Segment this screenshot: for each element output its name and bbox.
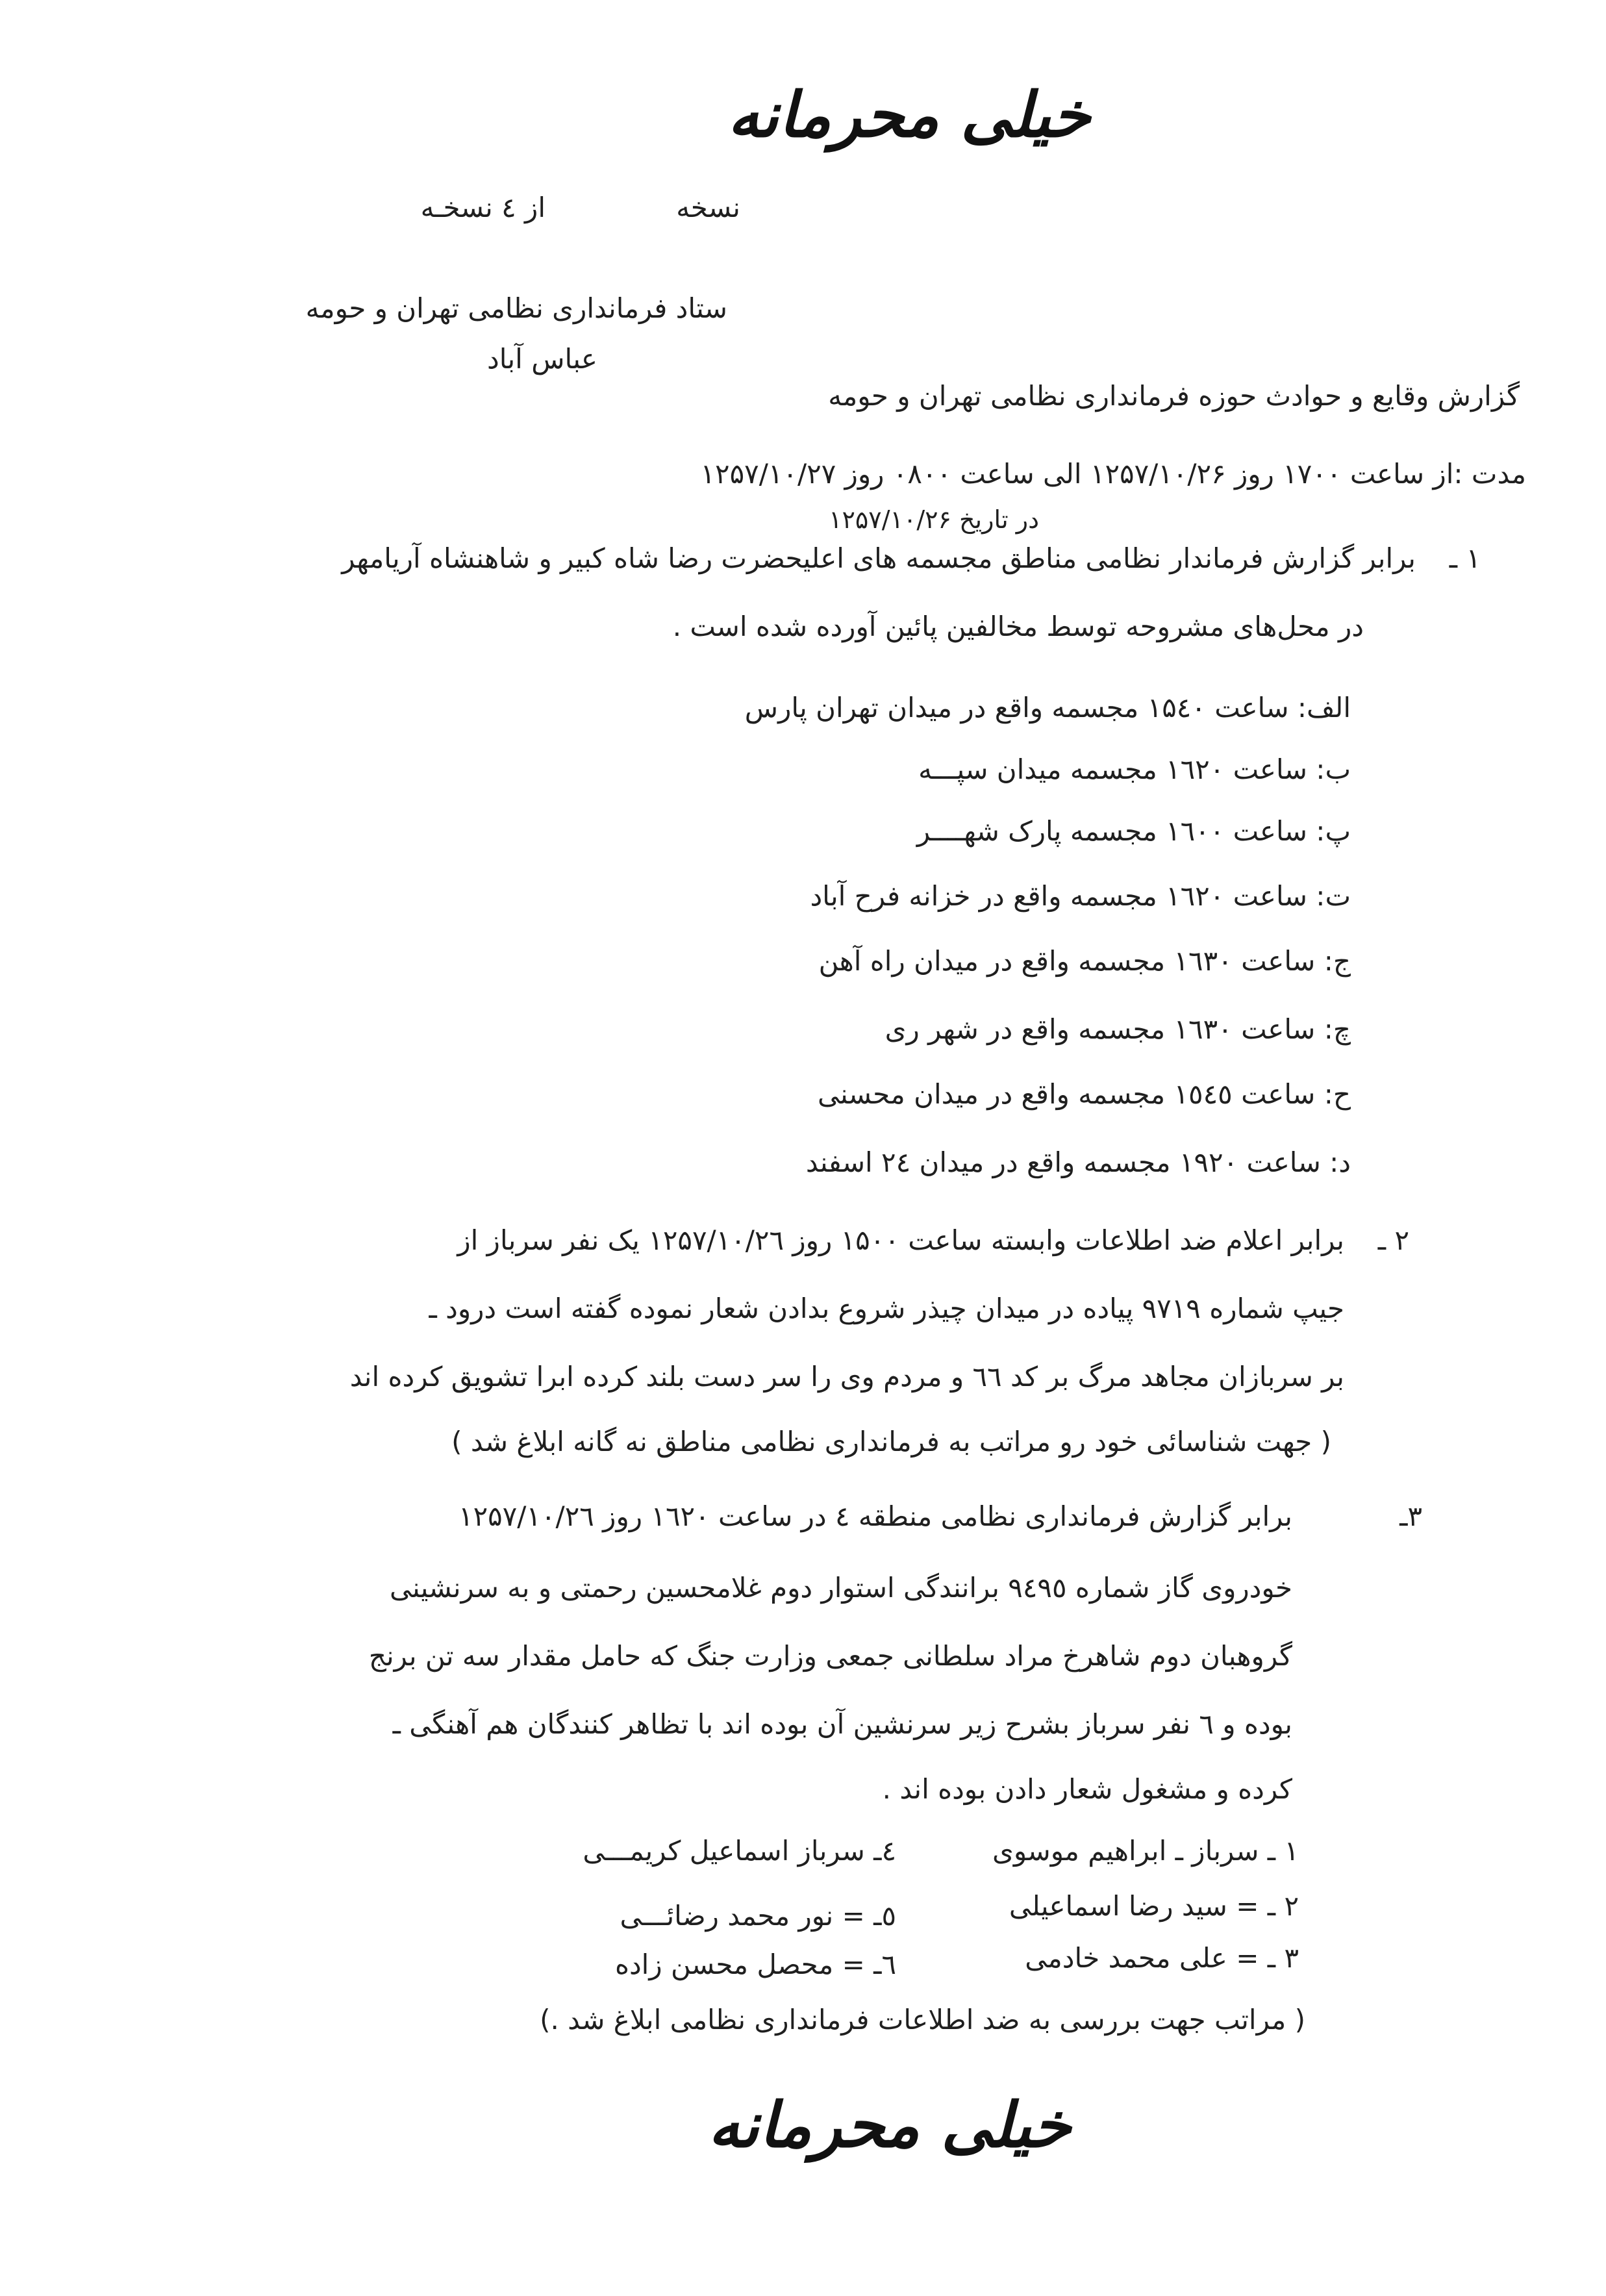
statue-item: پ: ساعت ۱٦۰۰ مجسمه پارک شهــــر xyxy=(916,815,1351,847)
statue-text: ساعت ۱٦٢۰ مجسمه میدان سپـــه xyxy=(918,753,1307,785)
soldier-number: ٤ـ xyxy=(873,1835,896,1867)
soldier-number: ۱ ـ xyxy=(1267,1835,1299,1867)
statue-item: د: ساعت ۱۹٢۰ مجسمه واقع در میدان ٢٤ اسفند xyxy=(805,1146,1351,1178)
item3-line2: خودروی گاز شماره ۹٤٩٥ برانندگی استوار دوم غلامحسین رحمتی و به سرنشینی xyxy=(390,1572,1292,1604)
item1-line2: در محل‌های مشروحه توسط مخالفین پائین آورده شده است . xyxy=(672,611,1364,642)
statue-text: ساعت ۱٥٤٥ مجسمه واقع در میدان محسنی xyxy=(818,1078,1316,1110)
soldier-item xyxy=(533,1949,896,1980)
soldier-rank: سرباز xyxy=(797,1835,865,1867)
item2-line2: جیپ شماره ۹۷۱۹ پیاده در میدان چیذر شروع بدادن شعار نموده گفته است درود ـ xyxy=(429,1293,1344,1324)
soldier-rank: سرباز ـ xyxy=(1175,1835,1259,1867)
soldier-rank: = xyxy=(1236,1942,1259,1974)
soldier-name: نور محمد رضائـــی xyxy=(620,1900,834,1932)
soldier-number: ٣ ـ xyxy=(1267,1942,1299,1974)
statue-item: ت: ساعت ۱٦٢۰ مجسمه واقع در خزانه فرح آباد xyxy=(810,880,1351,912)
statue-item: ح: ساعت ۱٥٤٥ مجسمه واقع در میدان محسنی xyxy=(818,1078,1351,1110)
classification-bottom: خیلی محرمانه xyxy=(708,2088,1072,2162)
soldier-item xyxy=(533,1900,896,1932)
statue-label: د xyxy=(1338,1146,1351,1178)
statue-text: ساعت ۱۵٤۰ مجسمه واقع در میدان تهران پارس xyxy=(744,692,1289,724)
soldier-item xyxy=(896,1890,1299,1922)
statue-label: ج xyxy=(1333,945,1351,977)
sender-line-1: ستاد فرمانداری نظامی تهران و حومه xyxy=(305,292,727,324)
item3-number: ٣ـ xyxy=(1399,1500,1422,1532)
soldier-name: اسماعیل کریمـــی xyxy=(583,1835,790,1867)
copy-prefix: نسخه xyxy=(676,192,740,223)
report-date: در تاریخ ۱۲۵۷/۱۰/۲۶ xyxy=(829,505,1039,534)
soldier-name: سید رضا اسماعیلی xyxy=(1009,1890,1227,1922)
statue-text: ساعت ۱۹٢۰ مجسمه واقع در میدان ٢٤ اسفند xyxy=(805,1146,1321,1178)
soldier-item xyxy=(896,1942,1299,1974)
statue-text: ساعت ۱٦۰۰ مجسمه پارک شهــــر xyxy=(916,815,1307,847)
item3-line1: برابر گزارش فرمانداری نظامی منطقه ٤ در ساعت ۱٦٢۰ روز ۱۲۵۷/۱۰/۲٦ xyxy=(458,1500,1292,1532)
statue-label: پ xyxy=(1325,815,1351,847)
statue-text: ساعت ۱٦٣۰ مجسمه واقع در شهر ری xyxy=(885,1013,1316,1045)
item1-line1: برابر گزارش فرماندار نظامی مناطق مجسمه های اعلیحضرت رضا شاه کبیر و شاهنشاه آریامهر xyxy=(342,542,1416,574)
item1-number: ۱ ـ xyxy=(1449,542,1481,574)
statue-item: چ: ساعت ۱٦٣۰ مجسمه واقع در شهر ری xyxy=(885,1013,1351,1045)
statue-item: ب: ساعت ۱٦٢۰ مجسمه میدان سپـــه xyxy=(918,753,1351,785)
item2-line3: بر سربازان مجاهد مرگ بر کد ٦٦ و مردم وی را سر دست بلند کرده ابرا تشویق کرده اند xyxy=(349,1361,1344,1393)
statue-text: ساعت ۱٦٣۰ مجسمه واقع در میدان راه آهن xyxy=(818,945,1316,977)
soldier-number: ٥ـ xyxy=(873,1900,896,1932)
statue-label: ت xyxy=(1325,880,1351,912)
sender-line-2: عباس آباد xyxy=(486,343,597,375)
statue-label: چ xyxy=(1333,1013,1351,1045)
item3-line4: بوده و ٦ نفر سرباز بشرح زیر سرنشین آن بوده اند با تظاهر کنندگان هم آهنگی ـ xyxy=(392,1708,1292,1740)
statue-label: ح xyxy=(1333,1078,1351,1110)
item2-number: ٢ ـ xyxy=(1377,1224,1409,1256)
soldier-rank: = xyxy=(1236,1890,1259,1922)
item3-note: ( مراتب جهت بررسی به ضد اطلاعات فرمانداری نظامی ابلاغ شد .) xyxy=(540,2004,1305,2036)
soldier-item xyxy=(533,1835,896,1867)
item3-line3: گروهبان دوم شاهرخ مراد سلطانی جمعی وزارت جنگ که حامل مقدار سه تن برنج xyxy=(368,1640,1292,1672)
copy-suffix: از ٤ نسخـه xyxy=(420,192,546,223)
soldier-rank: = xyxy=(842,1949,865,1980)
soldier-name: ابراهیم موسوی xyxy=(992,1835,1167,1867)
statue-label: ب xyxy=(1325,753,1351,785)
soldier-name: محصل محسن زاده xyxy=(614,1949,834,1980)
statue-label: الف xyxy=(1307,692,1351,724)
item2-line1: برابر اعلام ضد اطلاعات وابسته ساعت ۱۵۰۰ روز ۱۲۵۷/۱۰/۲٦ یک نفر سرباز از xyxy=(457,1224,1344,1256)
report-period: مدت :از ساعت ۱۷۰۰ روز ۱۲۵۷/۱۰/۲۶ الی ساعت ۰۸۰۰ روز ۱۲۵۷/۱۰/۲۷ xyxy=(700,458,1526,490)
statue-text: ساعت ۱٦٢۰ مجسمه واقع در خزانه فرح آباد xyxy=(810,880,1307,912)
classification-top: خیلی محرمانه xyxy=(727,78,1091,151)
statue-item: ج: ساعت ۱٦٣۰ مجسمه واقع در میدان راه آهن xyxy=(818,945,1351,977)
statue-item: الف: ساعت ۱۵٤۰ مجسمه واقع در میدان تهران پارس xyxy=(744,692,1351,724)
item3-line5: کرده و مشغول شعار دادن بوده اند . xyxy=(882,1773,1292,1805)
soldier-number: ٦ـ xyxy=(873,1949,896,1980)
soldier-item xyxy=(896,1835,1299,1867)
item2-line4: ( جهت شناسائی خود رو مراتب به فرمانداری نظامی مناطق نه گانه ابلاغ شد ) xyxy=(451,1426,1331,1457)
soldier-rank: = xyxy=(842,1900,865,1932)
soldier-name: علی محمد خادمی xyxy=(1025,1942,1227,1974)
soldier-number: ٢ ـ xyxy=(1267,1890,1299,1922)
report-subject: گزارش وقایع و حوادث حوزه فرمانداری نظامی تهران و حومه xyxy=(828,380,1520,412)
